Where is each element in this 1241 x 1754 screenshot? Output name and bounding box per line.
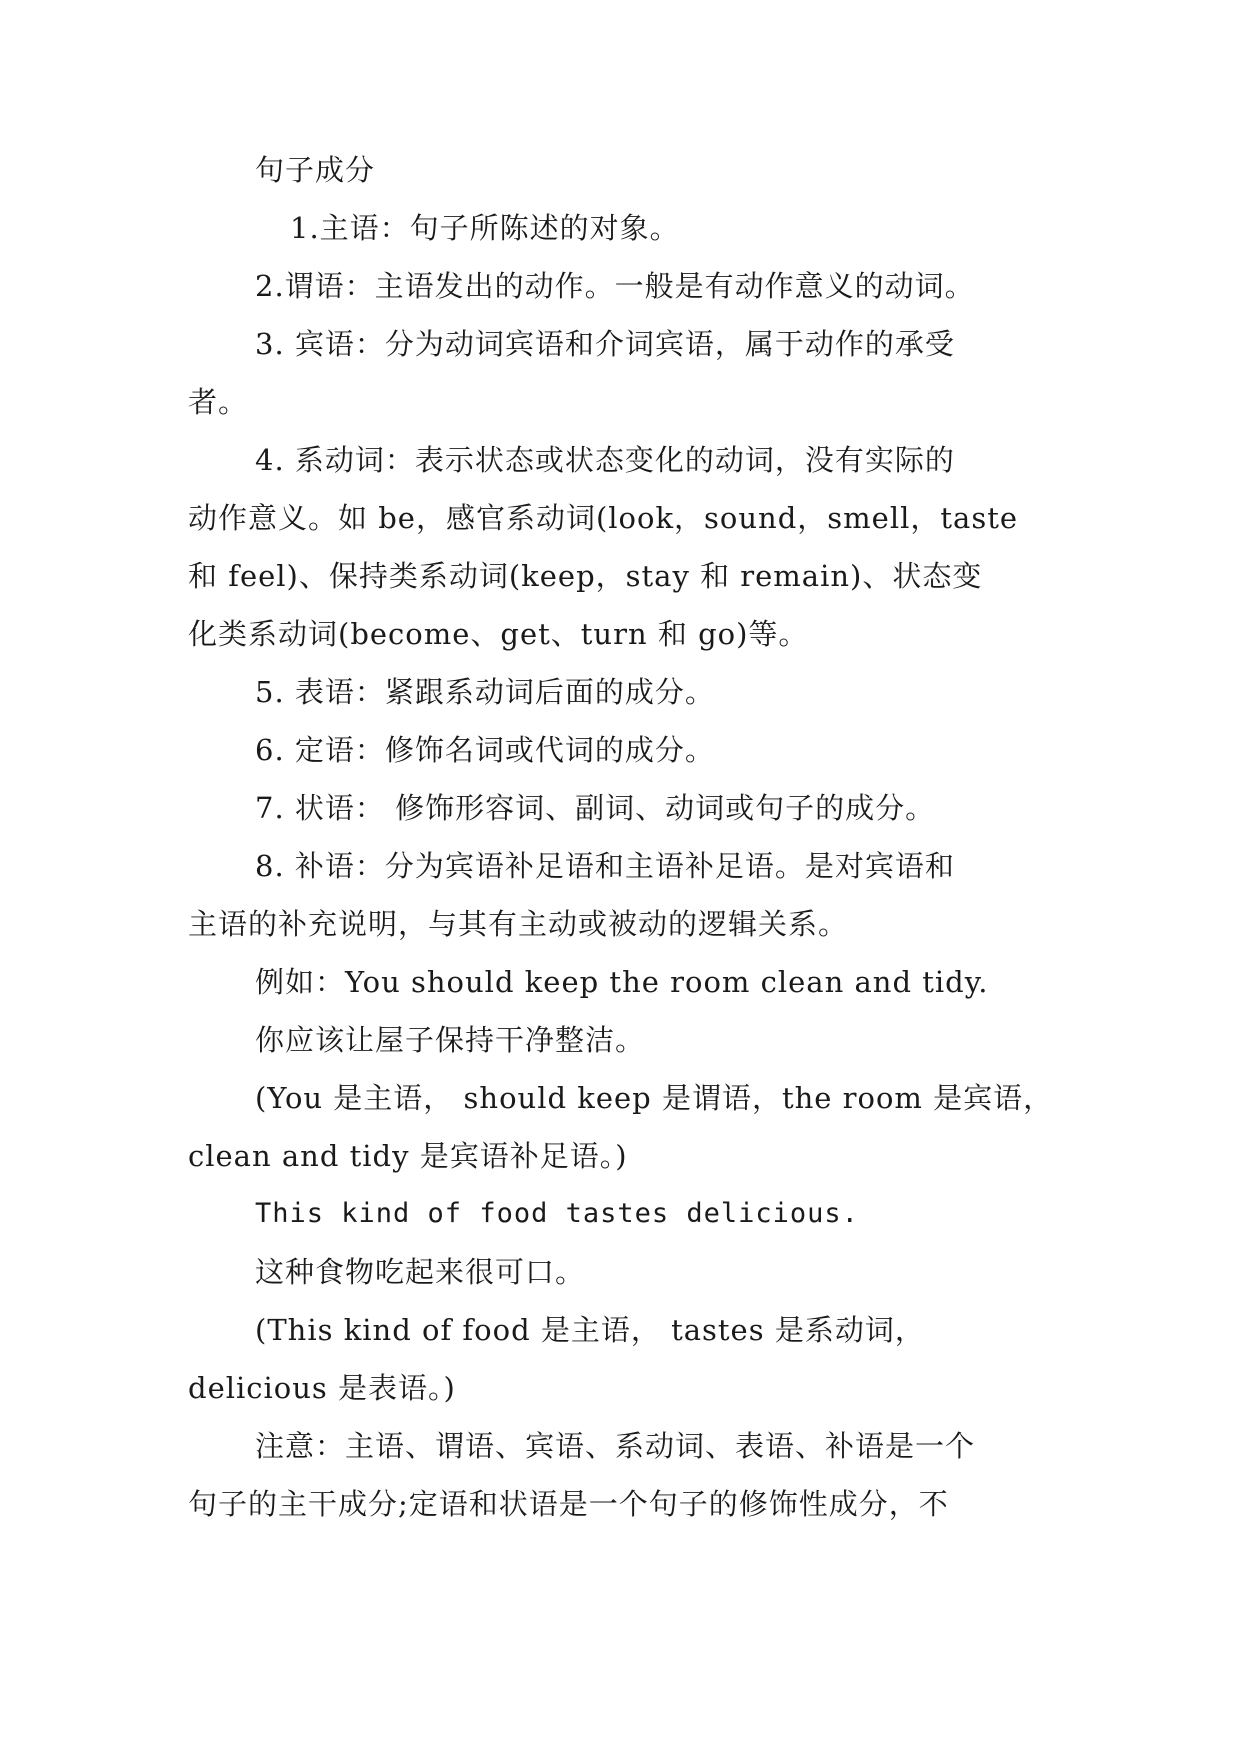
example-analysis: (This kind of food 是主语， tastes 是系动词， [255, 1313, 925, 1347]
paragraph-line: 1.主语：句子所陈述的对象。 [290, 211, 680, 245]
paragraph-line: 2.谓语：主语发出的动作。一般是有动作意义的动词。 [255, 269, 975, 303]
paragraph-line: 主语的补充说明，与其有主动或被动的逻辑关系。 [188, 907, 849, 941]
example-translation: 你应该让屋子保持干净整洁。 [255, 1023, 646, 1057]
paragraph-line: 动作意义。如 be，感官系动词(look，sound，smell，taste [188, 501, 1019, 535]
example-analysis: delicious 是表语。) [188, 1371, 456, 1405]
paragraph-line: 者。 [188, 385, 249, 419]
paragraph-line: 5. 表语：紧跟系动词后面的成分。 [255, 675, 715, 709]
example-analysis: (You 是主语， should keep 是谓语，the room 是宾语， [255, 1081, 1054, 1115]
paragraph-line: 4. 系动词：表示状态或状态变化的动词，没有实际的 [255, 443, 955, 477]
example-line: 例如：You should keep the room clean and tidy. [255, 965, 989, 999]
note-line: 注意：主语、谓语、宾语、系动词、表语、补语是一个 [255, 1429, 976, 1463]
paragraph-line: 8. 补语：分为宾语补足语和主语补足语。是对宾语和 [255, 849, 955, 883]
paragraph-line: 化类系动词(become、get、turn 和 go)等。 [188, 617, 809, 651]
example-line: This kind of food tastes delicious. [255, 1198, 859, 1229]
example-translation: 这种食物吃起来很可口。 [255, 1255, 586, 1289]
paragraph-line: 7. 状语： 修饰形容词、副词、动词或句子的成分。 [255, 791, 936, 825]
paragraph-line: 6. 定语：修饰名词或代词的成分。 [255, 733, 715, 767]
note-line: 句子的主干成分;定语和状语是一个句子的修饰性成分，不 [188, 1487, 949, 1521]
paragraph-line: 3. 宾语：分为动词宾语和介词宾语，属于动作的承受 [255, 327, 955, 361]
section-heading: 句子成分 [255, 153, 376, 187]
paragraph-line: 和 feel)、保持类系动词(keep，stay 和 remain)、状态变 [188, 559, 983, 593]
example-analysis: clean and tidy 是宾语补足语。) [188, 1139, 628, 1173]
